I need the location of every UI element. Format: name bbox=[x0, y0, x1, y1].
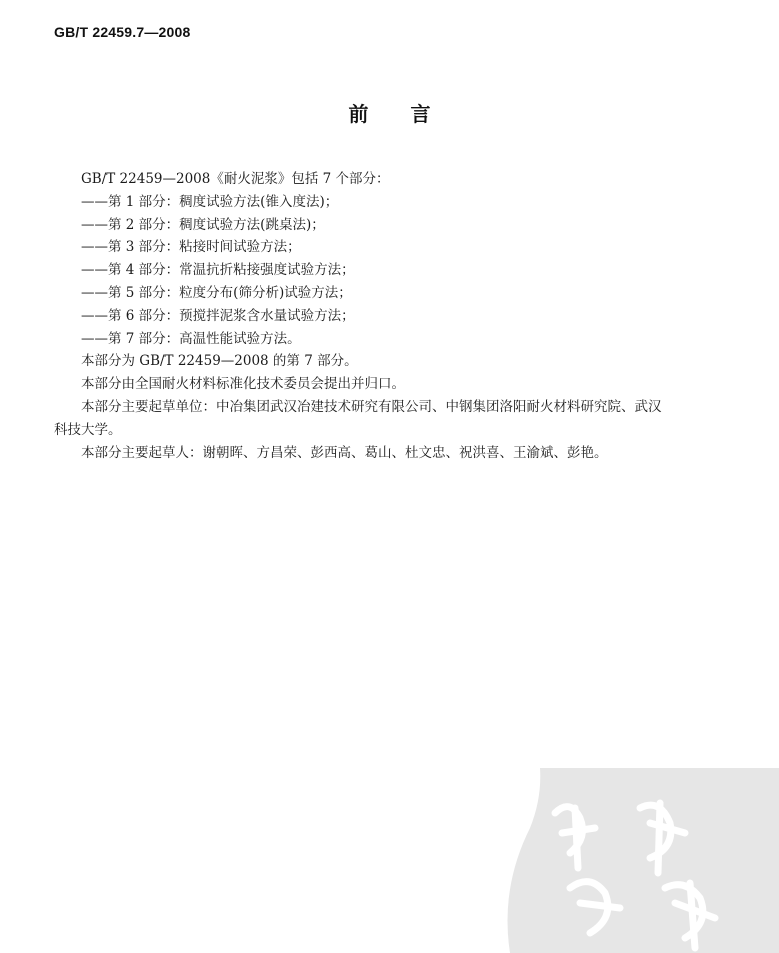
part-item-6: ——第 6 部分：预搅拌泥浆含水量试验方法； bbox=[81, 307, 355, 324]
standard-number: GB/T 22459.7—2008 bbox=[54, 24, 191, 40]
drafters-paragraph: 本部分主要起草人：谢朝晖、方昌荣、彭西高、葛山、杜文忠、祝洪喜、王渝斌、彭艳。 bbox=[81, 444, 608, 461]
proposed-by-paragraph: 本部分由全国耐火材料标准化技术委员会提出并归口。 bbox=[81, 376, 405, 393]
part-item-3: ——第 3 部分：粘接时间试验方法； bbox=[81, 239, 301, 256]
foreword-body bbox=[54, 168, 734, 464]
part-item-4: ——第 4 部分：常温抗折粘接强度试验方法； bbox=[81, 262, 355, 279]
this-part-paragraph: 本部分为 GB/T 22459—2008 的第 7 部分。 bbox=[81, 353, 358, 370]
watermark-seal bbox=[500, 768, 779, 953]
drafting-units-line-1: 本部分主要起草单位：中冶集团武汉冶建技术研究有限公司、中钢集团洛阳耐火材料研究院、武汉 bbox=[81, 398, 662, 415]
intro-paragraph: GB/T 22459—2008《耐火泥浆》包括 7 个部分： bbox=[81, 171, 390, 187]
part-item-2: ——第 2 部分：稠度试验方法(跳桌法)； bbox=[81, 216, 325, 233]
page-title: 前言 bbox=[348, 102, 473, 126]
drafting-units-line-2: 科技大学。 bbox=[54, 421, 122, 438]
part-item-5: ——第 5 部分：粒度分布(筛分析)试验方法； bbox=[81, 284, 352, 301]
part-item-7: ——第 7 部分：高温性能试验方法。 bbox=[81, 330, 301, 347]
part-item-1: ——第 1 部分：稠度试验方法(锥入度法)； bbox=[81, 193, 339, 210]
